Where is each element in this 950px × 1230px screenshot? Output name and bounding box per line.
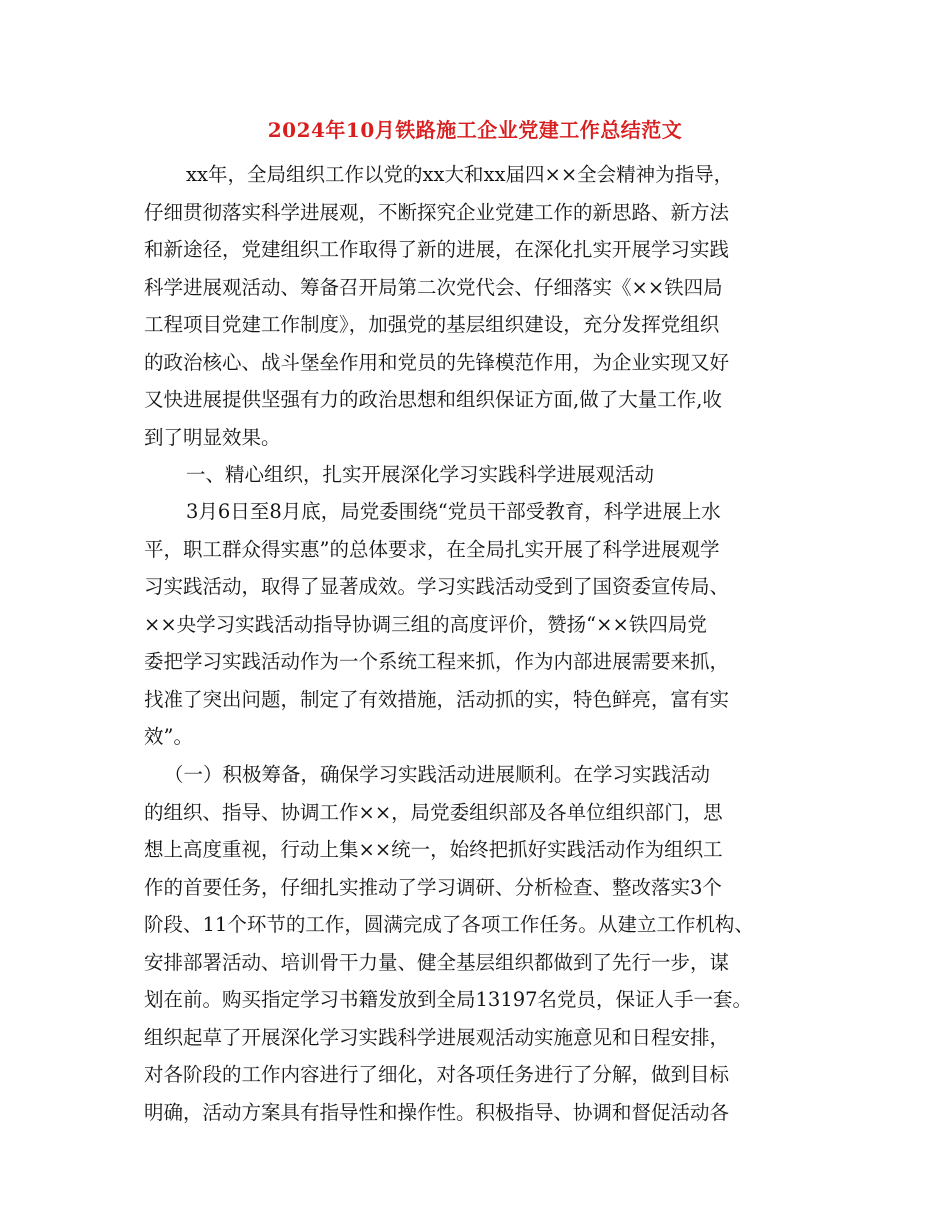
- paragraph-line: （一）积极筹备，确保学习实践活动进展顺利。在学习实践活动: [164, 763, 711, 786]
- paragraph-line: 安排部署活动、培训骨干力量、健全基层组织都做到了先行一步，谋: [144, 951, 730, 974]
- paragraph-line: 的政治核心、战斗堡垒作用和党员的先锋模范作用，为企业实现又好: [144, 351, 730, 374]
- paragraph-line: 工程项目党建工作制度》，加强党的基层组织建设，充分发挥党组织: [144, 313, 720, 336]
- paragraph-line: 作的首要任务，仔细扎实推动了学习调研、分析检查、整改落实3个: [144, 876, 722, 899]
- paragraph-line: 对各阶段的工作内容进行了细化，对各项任务进行了分解，做到目标: [144, 1063, 730, 1086]
- paragraph-line: 和新途径，党建组织工作取得了新的进展，在深化扎实开展学习实践: [144, 238, 730, 261]
- paragraph-line: 的组织、指导、协调工作××，局党委组织部及各单位组织部门，思: [144, 801, 723, 824]
- paragraph-line: ××央学习实践活动指导协调三组的高度评价，赞扬“××铁四局党: [144, 613, 707, 636]
- paragraph-line: 想上高度重视，行动上集××统一，始终把抓好实践活动作为组织工: [144, 838, 723, 861]
- paragraph-line: 阶段、11个环节的工作，圆满完成了各项工作任务。从建立工作机构、: [144, 913, 754, 936]
- paragraph-line: 委把学习实践活动作为一个系统工程来抓，作为内部进展需要来抓，: [144, 650, 730, 673]
- paragraph-line: xx年，全局组织工作以党的xx大和xx届四××全会精神为指导，: [186, 163, 734, 186]
- document-title: 2024年10月铁路施工企业党建工作总结范文: [267, 118, 683, 142]
- paragraph-line: 科学进展观活动、筹备召开局第二次党代会、仔细落实《××铁四局: [144, 276, 723, 299]
- paragraph-line: 找准了突出问题，制定了有效措施，活动抓的实，特色鲜亮，富有实: [144, 688, 730, 711]
- paragraph-line: 划在前。购买指定学习书籍发放到全局13197名党员，保证人手一套。: [144, 988, 753, 1011]
- paragraph-line: 习实践活动，取得了显著成效。学习实践活动受到了国资委宣传局、: [144, 575, 730, 598]
- paragraph-line: 效”。: [144, 725, 193, 748]
- paragraph-line: 又快进展提供坚强有力的政治思想和组织保证方面,做了大量工作,收: [144, 388, 722, 411]
- paragraph-line: 平，职工群众得实惠”的总体要求，在全局扎实开展了科学进展观学: [144, 538, 720, 561]
- paragraph-line: 组织起草了开展深化学习实践科学进展观活动实施意见和日程安排，: [144, 1026, 730, 1049]
- paragraph-line: 到了明显效果。: [144, 426, 281, 449]
- section-heading: 一、精心组织，扎实开展深化学习实践科学进展观活动: [186, 463, 655, 486]
- paragraph-line: 仔细贯彻落实科学进展观，不断探究企业党建工作的新思路、新方法: [144, 201, 730, 224]
- paragraph-line: 3月6日至8月底，局党委围绕“党员干部受教育，科学进展上水: [186, 500, 721, 523]
- paragraph-line: 明确，活动方案具有指导性和操作性。积极指导、协调和督促活动各: [144, 1101, 730, 1124]
